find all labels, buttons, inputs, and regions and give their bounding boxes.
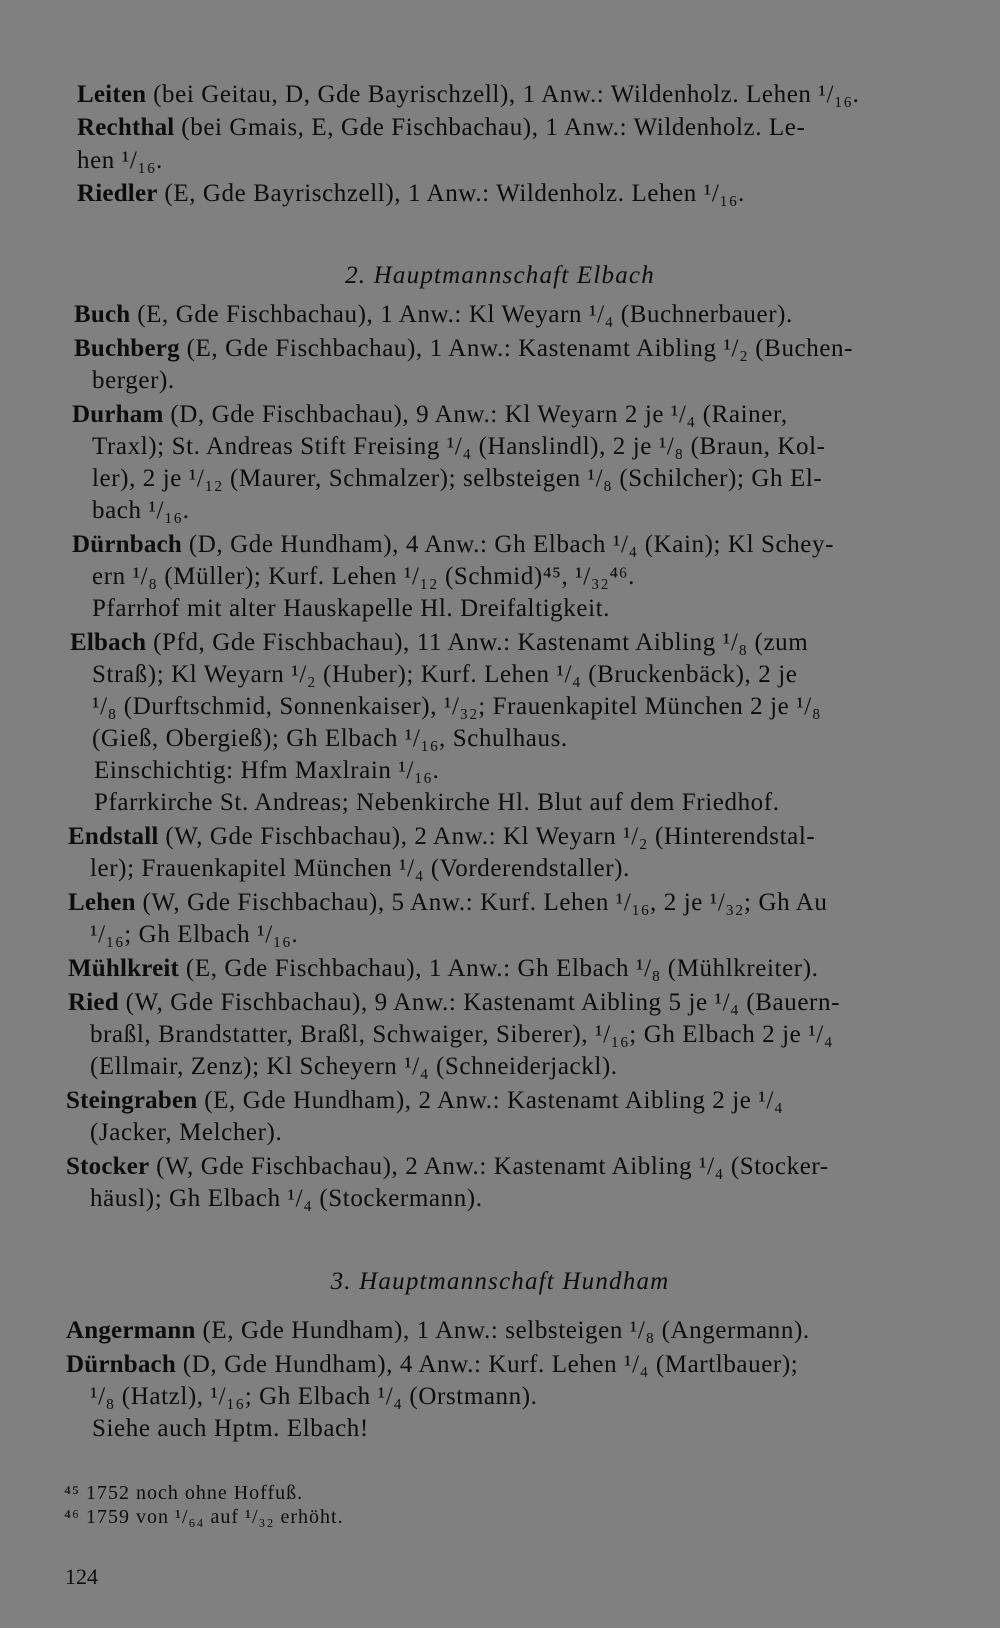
section-heading-hundham: 3. Hauptmannschaft Hundham — [330, 1268, 670, 1295]
entry-stocker-cont: häusl); Gh Elbach ¹/₄ (Stockermann). — [90, 1185, 483, 1212]
entry-ried-cont-2: (Ellmair, Zenz); Kl Scheyern ¹/₄ (Schneiderjackl). — [90, 1053, 618, 1080]
page-number: 124 — [65, 1564, 98, 1589]
footnote-46: ⁴⁶ 1759 von ¹/₆₄ auf ¹/₃₂ erhöht. — [64, 1506, 344, 1528]
entry-muehlkreit: Mühlkreit (E, Gde Fischbachau), 1 Anw.: Gh Elbach ¹/₈ (Mühlkreiter). — [68, 955, 819, 982]
entry-durham-cont-1: Traxl); St. Andreas Stift Freising ¹/₄ (Hanslindl), 2 je ¹/₈ (Braun, Kol- — [92, 433, 826, 460]
entry-elbach-cont-1: Straß); Kl Weyarn ¹/₂ (Huber); Kurf. Lehen ¹/₄ (Bruckenbäck), 2 je — [92, 661, 798, 688]
entry-elbach-note-1: Einschichtig: Hfm Maxlrain ¹/₁₆. — [94, 757, 440, 784]
entry-endstall-cont: ler); Frauenkapitel München ¹/₄ (Vorderendstaller). — [90, 855, 630, 882]
entry-duernbach-hundham-note: Siehe auch Hptm. Elbach! — [92, 1415, 369, 1442]
entry-rechthal-cont: hen ¹/₁₆. — [77, 147, 163, 174]
entry-buch: Buch (E, Gde Fischbachau), 1 Anw.: Kl Weyarn ¹/₄ (Buchnerbauer). — [74, 301, 793, 328]
entry-lehen-cont: ¹/₁₆; Gh Elbach ¹/₁₆. — [90, 921, 299, 948]
entry-rechthal: Rechthal (bei Gmais, E, Gde Fischbachau), 1 Anw.: Wildenholz. Le- — [77, 114, 806, 141]
entry-steingraben-cont: (Jacker, Melcher). — [90, 1119, 283, 1146]
footnote-45: ⁴⁵ 1752 noch ohne Hoffuß. — [64, 1482, 304, 1504]
entry-durham-cont-3: bach ¹/₁₆. — [92, 497, 190, 524]
entry-duernbach-note: Pfarrhof mit alter Hauskapelle Hl. Dreifaltigkeit. — [92, 595, 611, 622]
entry-duernbach-hundham-cont: ¹/₈ (Hatzl), ¹/₁₆; Gh Elbach ¹/₄ (Orstmann). — [90, 1383, 538, 1410]
entry-elbach: Elbach (Pfd, Gde Fischbachau), 11 Anw.: Kastenamt Aibling ¹/₈ (zum — [70, 629, 809, 656]
entry-ried: Ried (W, Gde Fischbachau), 9 Anw.: Kastenamt Aibling 5 je ¹/₄ (Bauern- — [68, 989, 840, 1016]
entry-duernbach-hundham: Dürnbach (D, Gde Hundham), 4 Anw.: Kurf. Lehen ¹/₄ (Martlbauer); — [66, 1351, 799, 1378]
section-heading-elbach: 2. Hauptmannschaft Elbach — [345, 262, 655, 289]
entry-duernbach: Dürnbach (D, Gde Hundham), 4 Anw.: Gh Elbach ¹/₄ (Kain); Kl Schey- — [72, 531, 835, 558]
entry-buchberg-cont: berger). — [92, 367, 175, 394]
entry-endstall: Endstall (W, Gde Fischbachau), 2 Anw.: Kl Weyarn ¹/₂ (Hinterendstal- — [68, 823, 816, 850]
entry-ried-cont-1: braßl, Brandstatter, Braßl, Schwaiger, Siberer), ¹/₁₆; Gh Elbach 2 je ¹/₄ — [90, 1021, 834, 1048]
entry-steingraben: Steingraben (E, Gde Hundham), 2 Anw.: Kastenamt Aibling 2 je ¹/₄ — [66, 1087, 784, 1114]
entry-duernbach-cont: ern ¹/₈ (Müller); Kurf. Lehen ¹/₁₂ (Schmid)⁴⁵, ¹/₃₂⁴⁶. — [92, 563, 635, 590]
entry-riedler: Riedler (E, Gde Bayrischzell), 1 Anw.: Wildenholz. Lehen ¹/₁₆. — [77, 180, 745, 207]
entry-angermann: Angermann (E, Gde Hundham), 1 Anw.: selbsteigen ¹/₈ (Angermann). — [66, 1317, 810, 1344]
entry-elbach-cont-2: ¹/₈ (Durftschmid, Sonnenkaiser), ¹/₃₂; Frauenkapitel München 2 je ¹/₈ — [92, 693, 822, 720]
entry-durham-cont-2: ler), 2 je ¹/₁₂ (Maurer, Schmalzer); selbsteigen ¹/₈ (Schilcher); Gh El- — [92, 465, 823, 492]
entry-durham: Durham (D, Gde Fischbachau), 9 Anw.: Kl Weyarn 2 je ¹/₄ (Rainer, — [72, 401, 788, 428]
entry-stocker: Stocker (W, Gde Fischbachau), 2 Anw.: Kastenamt Aibling ¹/₄ (Stocker- — [66, 1153, 829, 1180]
entry-buchberg: Buchberg (E, Gde Fischbachau), 1 Anw.: Kastenamt Aibling ¹/₂ (Buchen- — [74, 335, 854, 362]
entry-leiten: Leiten (bei Geitau, D, Gde Bayrischzell), 1 Anw.: Wildenholz. Lehen ¹/₁₆. — [77, 81, 860, 108]
entry-lehen: Lehen (W, Gde Fischbachau), 5 Anw.: Kurf. Lehen ¹/₁₆, 2 je ¹/₃₂; Gh Au — [68, 889, 828, 916]
entry-elbach-note-2: Pfarrkirche St. Andreas; Nebenkirche Hl. Blut auf dem Friedhof. — [94, 789, 780, 816]
entry-elbach-cont-3: (Gieß, Obergieß); Gh Elbach ¹/₁₆, Schulhaus. — [92, 725, 568, 752]
